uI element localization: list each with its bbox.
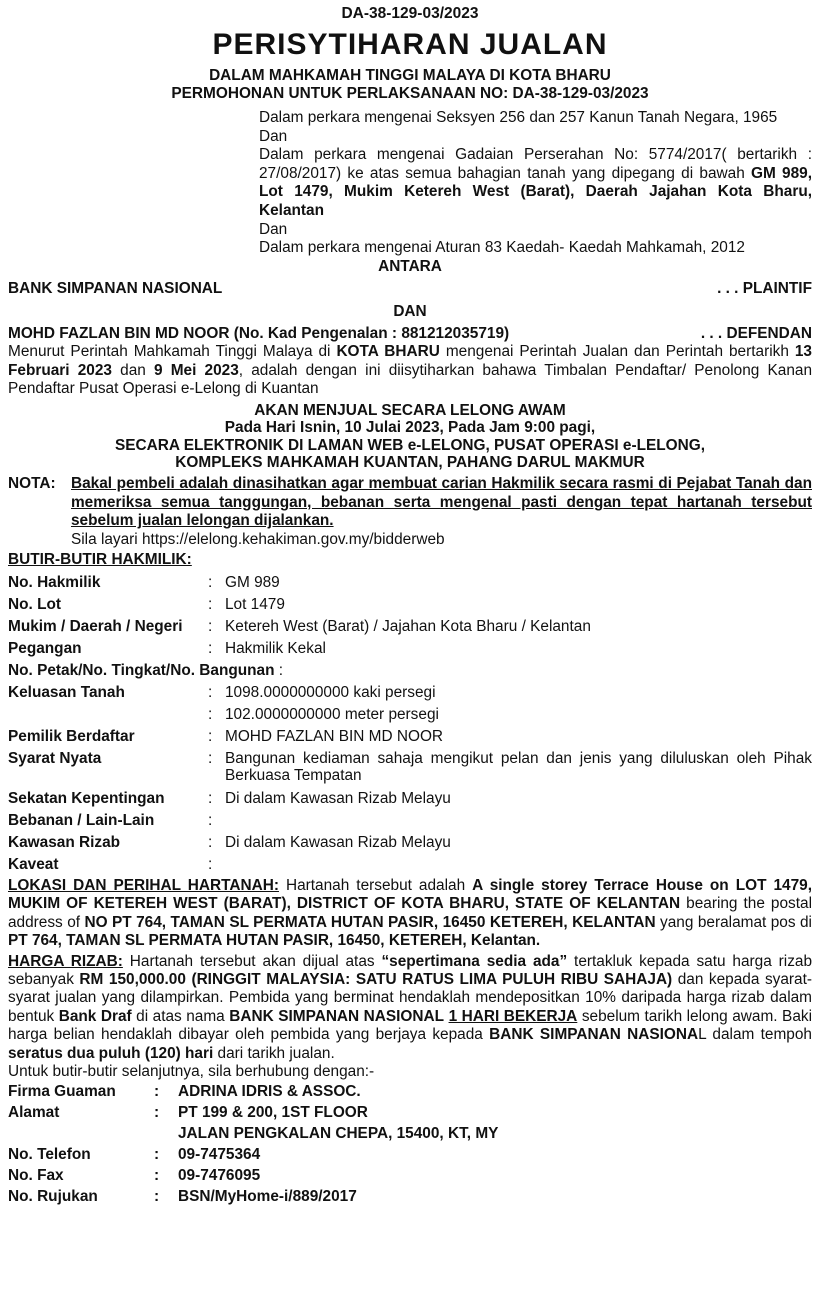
detail-row bbox=[8, 616, 812, 638]
detail-key: Sekatan Kepentingan bbox=[8, 789, 165, 807]
nota-text: Bakal pembeli adalah dinasihatkan agar membuat carian Hakmilik secara rasmi di Pejabat Tanah dan memeriksa semua tanggungan, bebanan serta mengenal pasti dengan tepat hartanah tersebut sebelum jualan lelongan dijalankan. bbox=[71, 474, 812, 530]
detail-row bbox=[8, 638, 812, 660]
defendant-name: MOHD FAZLAN BIN MD NOOR (No. Kad Pengenalan : 881212035719) bbox=[8, 324, 510, 342]
detail-key: No. Petak/No. Tingkat/No. Bangunan bbox=[8, 661, 275, 679]
title-details-table bbox=[8, 572, 812, 876]
contact-colon: : bbox=[154, 1146, 160, 1164]
matter-3: Dalam perkara mengenai Aturan 83 Kaedah- Kaedah Mahkamah, 2012 bbox=[259, 239, 745, 257]
reserve-text: L dalam tempoh bbox=[698, 1026, 812, 1044]
page-title: PERISYTIHARAN JUALAN bbox=[212, 28, 608, 61]
detail-row bbox=[8, 726, 812, 748]
contact-value: 09-7475364 bbox=[178, 1146, 261, 1164]
plaintiff-name: BANK SIMPANAN NASIONAL bbox=[8, 280, 223, 298]
nota-label: NOTA: bbox=[8, 474, 56, 492]
court-heading bbox=[8, 67, 812, 103]
matters-block bbox=[259, 109, 812, 258]
detail-colon: : bbox=[274, 661, 284, 679]
matter-dan-1: Dan bbox=[259, 127, 288, 145]
matter-2-text: Dalam perkara mengenai Gadaian Perserahan No: 5774/2017( bertarikh : 27/08/2017) ke atas semua bahagian tanah yang dipegang di bawah bbox=[259, 146, 812, 182]
location-text: Hartanah tersebut adalah bbox=[278, 876, 473, 894]
contact-row bbox=[8, 1081, 498, 1102]
reference-number: DA-38-129-03/2023 bbox=[341, 5, 479, 22]
order-date-2: 9 Mei 2023 bbox=[154, 361, 239, 379]
matter-2-property: GM 989, Lot 1479, Mukim Ketereh West (Barat), Daerah Jajahan Kota Bharu, Kelantan bbox=[259, 164, 812, 219]
title-details-heading: BUTIR-BUTIR HAKMILIK: bbox=[8, 551, 192, 569]
contact-intro: Untuk butir-butir selanjutnya, sila berhubung dengan:- bbox=[8, 1062, 375, 1080]
order-text: , adalah dengan ini diisytiharkan bahawa Timbalan Pendaftar/ Penolong Kanan Pendaftar Pusat Operasi e-Lelong di Kuantan bbox=[8, 361, 813, 398]
detail-colon: : bbox=[208, 705, 213, 723]
detail-colon: : bbox=[208, 811, 213, 829]
detail-value: 1098.0000000000 kaki persegi bbox=[225, 683, 436, 701]
detail-key: Syarat Nyata bbox=[8, 749, 102, 767]
detail-key: Mukim / Daerah / Negeri bbox=[8, 617, 183, 635]
detail-key: Pemilik Berdaftar bbox=[8, 727, 135, 745]
detail-colon: : bbox=[208, 683, 213, 701]
court-line-2: PERMOHONAN UNTUK PERLAKSANAAN NO: DA-38-129-03/2023 bbox=[171, 85, 649, 102]
detail-key: No. Hakmilik bbox=[8, 573, 101, 591]
detail-value: 102.0000000000 meter persegi bbox=[225, 705, 439, 723]
matter-1: Dalam perkara mengenai Seksyen 256 dan 257 Kanun Tanah Negara, 1965 bbox=[259, 109, 778, 126]
plaintiff-role: . . . PLAINTIF bbox=[717, 280, 812, 298]
order-paragraph bbox=[8, 343, 812, 399]
detail-colon: : bbox=[208, 833, 213, 851]
detail-row bbox=[8, 594, 812, 616]
detail-value: Di dalam Kawasan Rizab Melayu bbox=[225, 789, 451, 807]
matter-2 bbox=[259, 146, 812, 220]
plaintiff-row bbox=[8, 280, 812, 299]
detail-value: GM 989 bbox=[225, 573, 280, 591]
matter-dan-2: Dan bbox=[259, 220, 288, 238]
contact-colon: : bbox=[154, 1167, 160, 1185]
contact-key: No. Fax bbox=[8, 1167, 64, 1185]
petak-cell bbox=[8, 660, 812, 682]
reserve-price-heading: HARGA RIZAB: bbox=[8, 952, 123, 970]
auction-line-2: Pada Hari Isnin, 10 Julai 2023, Pada Jam 9:00 pagi, bbox=[224, 419, 596, 437]
location-text: bearing the postal address of bbox=[8, 895, 812, 931]
contact-key bbox=[8, 1123, 154, 1144]
auction-heading bbox=[8, 402, 812, 472]
order-text: mengenai Perintah Jualan dan Perintah bertarikh bbox=[439, 343, 795, 361]
contact-row bbox=[8, 1102, 498, 1123]
detail-colon: : bbox=[208, 727, 213, 745]
dan-label: DAN bbox=[393, 302, 427, 320]
reserve-period: seratus dua puluh (120) hari bbox=[8, 1044, 214, 1062]
defendant-role: . . . DEFENDAN bbox=[700, 324, 812, 342]
contact-row bbox=[8, 1165, 498, 1186]
detail-row bbox=[8, 788, 812, 810]
reserve-payee-2: BANK SIMPANAN NASIONA bbox=[489, 1026, 699, 1044]
detail-row bbox=[8, 748, 812, 788]
location-description: A single storey Terrace House on LOT 1479, MUKIM OF KETEREH WEST (BARAT), DISTRICT OF KOTA BHARU, STATE OF KELANTAN bbox=[8, 876, 812, 913]
detail-row bbox=[8, 832, 812, 854]
order-text: Menurut Perintah Mahkamah Tinggi Malaya di bbox=[8, 343, 337, 361]
reserve-text: di atas nama bbox=[131, 1007, 230, 1025]
detail-row bbox=[8, 704, 812, 726]
contact-value: PT 199 & 200, 1ST FLOOR bbox=[178, 1104, 368, 1122]
antara-label: ANTARA bbox=[378, 257, 442, 275]
location-address: PT 764, TAMAN SL PERMATA HUTAN PASIR, 16450, KETEREH, Kelantan. bbox=[8, 932, 541, 950]
contact-row bbox=[8, 1186, 498, 1207]
contact-key: No. Telefon bbox=[8, 1146, 91, 1164]
reserve-text: dan kepada syarat-syarat jualan yang dilampirkan. Pembida yang berminat hendaklah mendepositkan 10% daripada harga rizab dalam bentuk bbox=[8, 970, 812, 1025]
location-postal-address: NO PT 764, TAMAN SL PERMATA HUTAN PASIR, 16450 KETEREH, KELANTAN bbox=[84, 913, 656, 931]
order-text: dan bbox=[111, 361, 154, 379]
detail-row bbox=[8, 854, 812, 876]
detail-value bbox=[225, 854, 812, 876]
detail-value: Lot 1479 bbox=[225, 595, 285, 613]
location-text: yang beralamat pos di bbox=[655, 913, 812, 931]
detail-row bbox=[8, 572, 812, 594]
contact-colon: : bbox=[154, 1104, 160, 1122]
contact-value: ADRINA IDRIS & ASSOC. bbox=[178, 1083, 361, 1101]
contact-value: BSN/MyHome-i/889/2017 bbox=[178, 1188, 357, 1206]
detail-colon: : bbox=[208, 639, 213, 657]
reserve-bank-draft: Bank Draf bbox=[58, 1007, 132, 1025]
location-paragraph bbox=[8, 877, 812, 951]
detail-key: Bebanan / Lain-Lain bbox=[8, 811, 155, 829]
defendant-row bbox=[8, 325, 812, 344]
detail-value: Hakmilik Kekal bbox=[225, 639, 326, 657]
detail-row bbox=[8, 682, 812, 704]
detail-value: Bangunan kediaman sahaja mengikut pelan dan jenis yang diluluskan oleh Pihak Berkuasa Tempatan bbox=[225, 749, 812, 784]
contact-key: No. Rujukan bbox=[8, 1188, 98, 1206]
reserve-payee: BANK SIMPANAN NASIONAL bbox=[229, 1007, 445, 1025]
contact-row bbox=[8, 1144, 498, 1165]
reserve-as-is: “sepertimana sedia ada” bbox=[381, 952, 568, 970]
detail-key: Pegangan bbox=[8, 639, 82, 657]
contact-key: Alamat bbox=[8, 1104, 60, 1122]
detail-row-petak bbox=[8, 660, 812, 682]
auction-line-3: SECARA ELEKTRONIK DI LAMAN WEB e-LELONG, PUSAT OPERASI e-LELONG, bbox=[115, 436, 705, 454]
detail-key: Kawasan Rizab bbox=[8, 833, 121, 851]
auction-line-1: AKAN MENJUAL SECARA LELONG AWAM bbox=[254, 401, 566, 419]
contact-value: JALAN PENGKALAN CHEPA, 15400, KT, MY bbox=[178, 1125, 499, 1143]
contact-key: Firma Guaman bbox=[8, 1083, 116, 1101]
location-heading: LOKASI DAN PERIHAL HARTANAH: bbox=[8, 876, 279, 894]
detail-key: Kaveat bbox=[8, 855, 59, 873]
detail-colon: : bbox=[208, 595, 213, 613]
detail-colon: : bbox=[208, 617, 213, 635]
contact-value: 09-7476095 bbox=[178, 1167, 261, 1185]
detail-colon: : bbox=[208, 855, 213, 873]
order-date-1: 13 Februari 2023 bbox=[8, 343, 812, 379]
reserve-text: Hartanah tersebut akan dijual atas bbox=[122, 952, 382, 970]
detail-row bbox=[8, 810, 812, 832]
auction-line-4: KOMPLEKS MAHKAMAH KUANTAN, PAHANG DARUL MAKMUR bbox=[175, 454, 645, 472]
nota-block bbox=[8, 475, 812, 531]
reserve-text: sebelum tarikh lelong awam. Baki harga belian hendaklah dibayar oleh pembida yang berjaya kepada bbox=[8, 1007, 812, 1044]
detail-key bbox=[8, 704, 208, 726]
detail-colon: : bbox=[208, 749, 213, 767]
detail-value bbox=[225, 810, 812, 832]
contact-colon bbox=[154, 1123, 178, 1144]
detail-value: Ketereh West (Barat) / Jajahan Kota Bharu / Kelantan bbox=[225, 617, 591, 635]
detail-key: Keluasan Tanah bbox=[8, 683, 125, 701]
reserve-text: tertakluk kepada satu harga rizab sebanyak bbox=[8, 952, 813, 988]
reserve-price-paragraph bbox=[8, 953, 812, 1082]
detail-colon: : bbox=[208, 789, 213, 807]
reserve-amount: RM 150,000.00 (RINGGIT MALAYSIA: SATU RATUS LIMA PULUH RIBU SAHAJA) bbox=[79, 970, 673, 988]
order-court-place: KOTA BHARU bbox=[336, 343, 440, 361]
reserve-text: dari tarikh jualan. bbox=[213, 1044, 335, 1062]
contact-colon: : bbox=[154, 1083, 160, 1101]
detail-key: No. Lot bbox=[8, 595, 61, 613]
reserve-deadline: 1 HARI BEKERJA bbox=[448, 1007, 578, 1025]
detail-colon: : bbox=[208, 573, 213, 591]
bidder-url-line: Sila layari https://elelong.kehakiman.gov.my/bidderweb bbox=[71, 530, 445, 548]
court-line-1: DALAM MAHKAMAH TINGGI MALAYA DI KOTA BHARU bbox=[209, 67, 611, 84]
contact-table bbox=[8, 1081, 498, 1207]
detail-value: Di dalam Kawasan Rizab Melayu bbox=[225, 833, 451, 851]
detail-value: MOHD FAZLAN BIN MD NOOR bbox=[225, 727, 444, 745]
contact-colon: : bbox=[154, 1188, 160, 1206]
contact-row bbox=[8, 1123, 498, 1144]
